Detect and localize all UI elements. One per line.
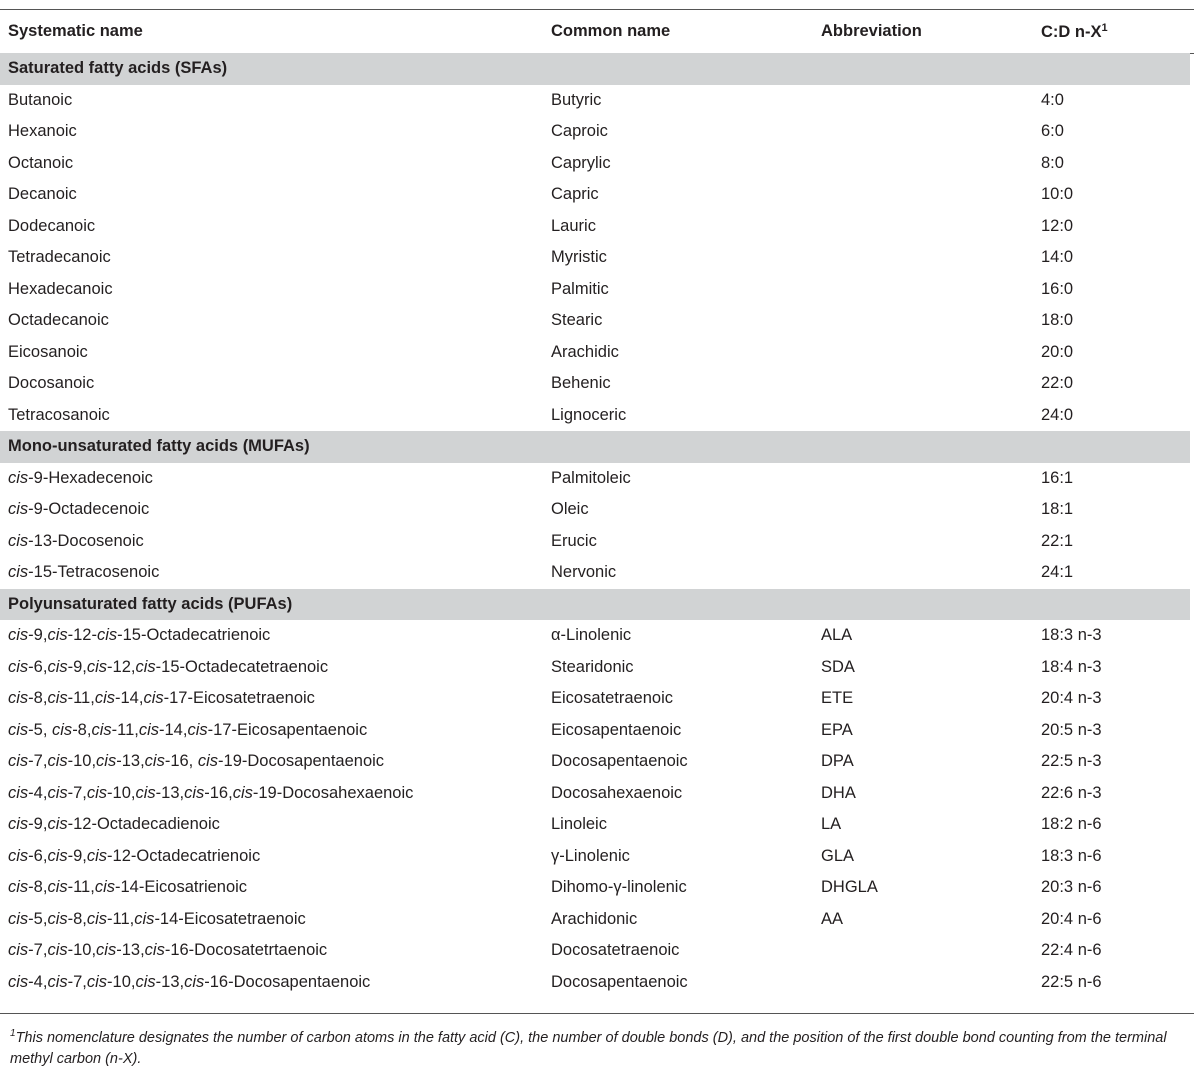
systematic-name-cell: Eicosanoic bbox=[8, 342, 88, 361]
abbreviation-cell: EPA bbox=[821, 720, 853, 739]
systematic-name-cell: cis-5, cis-8,cis-11,cis-14,cis-17-Eicosapentaenoic bbox=[8, 720, 368, 739]
abbreviation-cell: DHGLA bbox=[821, 878, 878, 897]
table-bottom-rule bbox=[0, 1013, 1194, 1014]
common-name-cell: Lauric bbox=[551, 216, 596, 235]
systematic-name-cell: cis-13-Docosenoic bbox=[8, 531, 144, 550]
group-title: Saturated fatty acids (SFAs) bbox=[0, 53, 1190, 85]
table-row bbox=[0, 526, 1190, 558]
common-name-cell: Docosapentaenoic bbox=[551, 972, 688, 991]
table-row bbox=[0, 809, 1190, 841]
common-name-cell: Docosahexaenoic bbox=[551, 783, 683, 802]
abbreviation-cell bbox=[813, 400, 1033, 432]
common-name-cell: Oleic bbox=[551, 500, 589, 519]
common-name-cell: Nervonic bbox=[551, 563, 617, 582]
abbreviation-cell bbox=[813, 116, 1033, 148]
cd-nx-cell: 18:3 n-6 bbox=[1041, 846, 1102, 865]
systematic-name-cell: Hexanoic bbox=[8, 122, 77, 141]
table-row bbox=[0, 778, 1190, 810]
italic-prefix: cis bbox=[8, 531, 29, 550]
abbreviation-cell bbox=[813, 242, 1033, 274]
systematic-name-cell: Dodecanoic bbox=[8, 216, 96, 235]
systematic-name-cell: Hexadecanoic bbox=[8, 279, 113, 298]
group-title: Polyunsaturated fatty acids (PUFAs) bbox=[0, 589, 1190, 621]
italic-prefix: cis bbox=[8, 846, 29, 865]
abbreviation-cell bbox=[813, 85, 1033, 117]
abbreviation-cell bbox=[813, 494, 1033, 526]
abbreviation-cell: DPA bbox=[821, 752, 854, 771]
italic-prefix: cis bbox=[8, 941, 29, 960]
table-footnote bbox=[10, 1023, 1195, 1070]
abbreviation-cell bbox=[813, 274, 1033, 306]
italic-prefix: cis bbox=[8, 909, 29, 928]
common-name-cell: Stearic bbox=[551, 311, 603, 330]
italic-prefix: cis bbox=[8, 878, 29, 897]
italic-prefix: cis bbox=[86, 846, 108, 865]
systematic-name-cell: Octanoic bbox=[8, 153, 74, 172]
table-row bbox=[0, 620, 1190, 652]
italic-prefix: cis bbox=[144, 752, 165, 771]
abbreviation-cell: DHA bbox=[821, 783, 856, 802]
italic-prefix: cis bbox=[143, 689, 164, 708]
systematic-name-cell: Octadecanoic bbox=[8, 311, 109, 330]
italic-prefix: cis bbox=[8, 657, 29, 676]
common-name-cell: Myristic bbox=[551, 248, 607, 267]
systematic-name-cell: Decanoic bbox=[8, 185, 77, 204]
table-row bbox=[0, 872, 1190, 904]
abbreviation-cell bbox=[813, 305, 1033, 337]
systematic-name-cell: Docosanoic bbox=[8, 374, 95, 393]
footnote-marker: 1 bbox=[10, 1028, 16, 1039]
table-row bbox=[0, 683, 1190, 715]
italic-prefix: cis bbox=[135, 657, 156, 676]
italic-prefix: cis bbox=[135, 783, 156, 802]
cd-nx-cell: 18:2 n-6 bbox=[1041, 815, 1102, 834]
italic-prefix: cis bbox=[138, 720, 160, 739]
table-row bbox=[0, 557, 1190, 589]
italic-prefix: cis bbox=[86, 909, 108, 928]
common-name-cell: Butyric bbox=[551, 90, 602, 109]
abbreviation-cell bbox=[813, 211, 1033, 243]
cd-nx-cell: 22:5 n-3 bbox=[1041, 752, 1102, 771]
common-name-cell: Eicosapentaenoic bbox=[551, 720, 682, 739]
header-cd-footnote-marker: 1 bbox=[1101, 21, 1108, 34]
common-name-cell: Palmitic bbox=[551, 279, 609, 298]
italic-prefix: cis bbox=[47, 846, 68, 865]
italic-prefix: cis bbox=[47, 972, 68, 991]
cd-nx-cell: 16:0 bbox=[1041, 279, 1074, 298]
fatty-acid-table bbox=[0, 10, 1190, 998]
common-name-cell: Linoleic bbox=[551, 815, 607, 834]
italic-prefix: cis bbox=[8, 972, 29, 991]
italic-prefix: cis bbox=[86, 657, 108, 676]
systematic-name-cell: Butanoic bbox=[8, 90, 73, 109]
group-title: Mono-unsaturated fatty acids (MUFAs) bbox=[0, 431, 1190, 463]
italic-prefix: cis bbox=[94, 878, 115, 897]
systematic-name-cell: cis-6,cis-9,cis-12,cis-15-Octadecatetraenoic bbox=[8, 657, 329, 676]
cd-nx-cell: 18:1 bbox=[1041, 500, 1074, 519]
systematic-name-cell: cis-5,cis-8,cis-11,cis-14-Eicosatetraenoic bbox=[8, 909, 306, 928]
table-row bbox=[0, 274, 1190, 306]
systematic-name-cell: cis-7,cis-10,cis-13,cis-16, cis-19-Docosapentaenoic bbox=[8, 752, 385, 771]
systematic-name-cell: cis-8,cis-11,cis-14-Eicosatrienoic bbox=[8, 878, 248, 897]
italic-prefix: cis bbox=[8, 500, 29, 519]
group-header-row bbox=[0, 53, 1190, 85]
abbreviation-cell bbox=[813, 368, 1033, 400]
italic-prefix: cis bbox=[134, 909, 155, 928]
italic-prefix: cis bbox=[47, 626, 68, 645]
table-row bbox=[0, 116, 1190, 148]
common-name-cell: Lignoceric bbox=[551, 405, 627, 424]
cd-nx-cell: 18:4 n-3 bbox=[1041, 657, 1102, 676]
systematic-name-cell: Tetradecanoic bbox=[8, 248, 111, 267]
italic-prefix: cis bbox=[47, 752, 68, 771]
table-row bbox=[0, 368, 1190, 400]
common-name-cell: Caprylic bbox=[551, 153, 611, 172]
common-name-cell: α-Linolenic bbox=[551, 626, 632, 645]
italic-prefix: cis bbox=[86, 972, 108, 991]
table-row bbox=[0, 85, 1190, 117]
italic-prefix: cis bbox=[8, 783, 29, 802]
systematic-name-cell: cis-15-Tetracosenoic bbox=[8, 563, 160, 582]
table-row bbox=[0, 179, 1190, 211]
common-name-cell: Stearidonic bbox=[551, 657, 634, 676]
italic-prefix: cis bbox=[47, 783, 68, 802]
italic-prefix: cis bbox=[184, 783, 205, 802]
abbreviation-cell bbox=[813, 967, 1033, 999]
systematic-name-cell: cis-4,cis-7,cis-10,cis-13,cis-16-Docosapentaenoic bbox=[8, 972, 371, 991]
common-name-cell: Eicosatetraenoic bbox=[551, 689, 673, 708]
italic-prefix: cis bbox=[96, 941, 117, 960]
italic-prefix: cis bbox=[8, 689, 29, 708]
italic-prefix: cis bbox=[8, 468, 29, 487]
header-abbreviation: Abbreviation bbox=[821, 22, 922, 40]
italic-prefix: cis bbox=[8, 815, 29, 834]
italic-prefix: cis bbox=[47, 878, 68, 897]
table-row bbox=[0, 904, 1190, 936]
table-row bbox=[0, 715, 1190, 747]
cd-nx-cell: 18:3 n-3 bbox=[1041, 626, 1102, 645]
common-name-cell: Erucic bbox=[551, 531, 597, 550]
italic-prefix: cis bbox=[47, 657, 68, 676]
italic-prefix: cis bbox=[144, 941, 165, 960]
table-row bbox=[0, 463, 1190, 495]
systematic-name-cell: cis-6,cis-9,cis-12-Octadecatrienoic bbox=[8, 846, 261, 865]
italic-prefix: cis bbox=[8, 563, 29, 582]
italic-prefix: cis bbox=[52, 720, 73, 739]
italic-prefix: cis bbox=[187, 720, 208, 739]
abbreviation-cell: ALA bbox=[821, 626, 853, 645]
italic-prefix: cis bbox=[96, 626, 118, 645]
cd-nx-cell: 22:1 bbox=[1041, 531, 1074, 550]
cd-nx-cell: 22:5 n-6 bbox=[1041, 972, 1102, 991]
table-row bbox=[0, 652, 1190, 684]
cd-nx-cell: 24:1 bbox=[1041, 563, 1074, 582]
footnote-text: This nomenclature designates the number of carbon atoms in the fatty acid (C), the number of double bonds (D), and the position of the first double bond counting from the terminal methyl carbon (n-X). bbox=[10, 1030, 1167, 1067]
italic-prefix: cis bbox=[86, 783, 108, 802]
table-row bbox=[0, 337, 1190, 369]
cd-nx-cell: 14:0 bbox=[1041, 248, 1074, 267]
abbreviation-cell: SDA bbox=[821, 657, 855, 676]
systematic-name-cell: Tetracosanoic bbox=[8, 405, 110, 424]
common-name-cell: Arachidonic bbox=[551, 909, 638, 928]
header-row bbox=[0, 10, 1190, 53]
header-systematic-name: Systematic name bbox=[8, 22, 143, 40]
abbreviation-cell bbox=[813, 557, 1033, 589]
table-row bbox=[0, 841, 1190, 873]
abbreviation-cell bbox=[813, 148, 1033, 180]
italic-prefix: cis bbox=[94, 689, 115, 708]
cd-nx-cell: 22:4 n-6 bbox=[1041, 941, 1102, 960]
systematic-name-cell: cis-9,cis-12-cis-15-Octadecatrienoic bbox=[8, 626, 271, 645]
header-cd-nx-label: C:D n-X bbox=[1041, 22, 1102, 41]
cd-nx-cell: 20:5 n-3 bbox=[1041, 720, 1102, 739]
cd-nx-cell: 4:0 bbox=[1041, 90, 1064, 109]
cd-nx-cell: 10:0 bbox=[1041, 185, 1074, 204]
italic-prefix: cis bbox=[232, 783, 253, 802]
common-name-cell: Dihomo-γ-linolenic bbox=[551, 878, 687, 897]
italic-prefix: cis bbox=[8, 720, 29, 739]
common-name-cell: γ-Linolenic bbox=[551, 846, 630, 865]
table-row bbox=[0, 494, 1190, 526]
common-name-cell: Behenic bbox=[551, 374, 611, 393]
table-row bbox=[0, 305, 1190, 337]
group-header-row bbox=[0, 589, 1190, 621]
header-common-name: Common name bbox=[551, 22, 671, 40]
group-header-row bbox=[0, 431, 1190, 463]
table-body bbox=[0, 53, 1190, 998]
italic-prefix: cis bbox=[135, 972, 156, 991]
common-name-cell: Palmitoleic bbox=[551, 468, 631, 487]
table-row bbox=[0, 400, 1190, 432]
common-name-cell: Caproic bbox=[551, 122, 608, 141]
cd-nx-cell: 20:3 n-6 bbox=[1041, 878, 1102, 897]
systematic-name-cell: cis-4,cis-7,cis-10,cis-13,cis-16,cis-19-Docosahexaenoic bbox=[8, 783, 414, 802]
cd-nx-cell: 20:4 n-6 bbox=[1041, 909, 1102, 928]
cd-nx-cell: 18:0 bbox=[1041, 311, 1074, 330]
abbreviation-cell: GLA bbox=[821, 846, 855, 865]
italic-prefix: cis bbox=[184, 972, 205, 991]
italic-prefix: cis bbox=[96, 752, 117, 771]
common-name-cell: Docosatetraenoic bbox=[551, 941, 680, 960]
cd-nx-cell: 16:1 bbox=[1041, 468, 1074, 487]
cd-nx-cell: 6:0 bbox=[1041, 122, 1064, 141]
table-row bbox=[0, 148, 1190, 180]
header-cd-nx bbox=[1033, 10, 1190, 53]
systematic-name-cell: cis-9,cis-12-Octadecadienoic bbox=[8, 815, 220, 834]
systematic-name-cell: cis-9-Hexadecenoic bbox=[8, 468, 153, 487]
common-name-cell: Docosapentaenoic bbox=[551, 752, 688, 771]
abbreviation-cell bbox=[813, 463, 1033, 495]
table-row bbox=[0, 746, 1190, 778]
common-name-cell: Capric bbox=[551, 185, 599, 204]
abbreviation-cell bbox=[813, 526, 1033, 558]
table-row bbox=[0, 967, 1190, 999]
abbreviation-cell: AA bbox=[821, 909, 844, 928]
table-row bbox=[0, 211, 1190, 243]
abbreviation-cell bbox=[813, 179, 1033, 211]
common-name-cell: Arachidic bbox=[551, 342, 619, 361]
abbreviation-cell bbox=[813, 935, 1033, 967]
cd-nx-cell: 12:0 bbox=[1041, 216, 1074, 235]
italic-prefix: cis bbox=[47, 909, 68, 928]
cd-nx-cell: 24:0 bbox=[1041, 405, 1074, 424]
cd-nx-cell: 22:0 bbox=[1041, 374, 1074, 393]
italic-prefix: cis bbox=[8, 752, 29, 771]
abbreviation-cell: LA bbox=[821, 815, 842, 834]
table-row bbox=[0, 242, 1190, 274]
table-row bbox=[0, 935, 1190, 967]
cd-nx-cell: 20:0 bbox=[1041, 342, 1074, 361]
italic-prefix: cis bbox=[8, 626, 29, 645]
systematic-name-cell: cis-8,cis-11,cis-14,cis-17-Eicosatetraenoic bbox=[8, 689, 315, 708]
italic-prefix: cis bbox=[91, 720, 112, 739]
abbreviation-cell: ETE bbox=[821, 689, 854, 708]
cd-nx-cell: 22:6 n-3 bbox=[1041, 783, 1102, 802]
italic-prefix: cis bbox=[47, 815, 68, 834]
systematic-name-cell: cis-9-Octadecenoic bbox=[8, 500, 150, 519]
cd-nx-cell: 20:4 n-3 bbox=[1041, 689, 1102, 708]
italic-prefix: cis bbox=[47, 689, 68, 708]
systematic-name-cell: cis-7,cis-10,cis-13,cis-16-Docosatetrtaenoic bbox=[8, 941, 328, 960]
abbreviation-cell bbox=[813, 337, 1033, 369]
italic-prefix: cis bbox=[197, 752, 219, 771]
table-header bbox=[0, 10, 1190, 53]
cd-nx-cell: 8:0 bbox=[1041, 153, 1064, 172]
italic-prefix: cis bbox=[47, 941, 68, 960]
